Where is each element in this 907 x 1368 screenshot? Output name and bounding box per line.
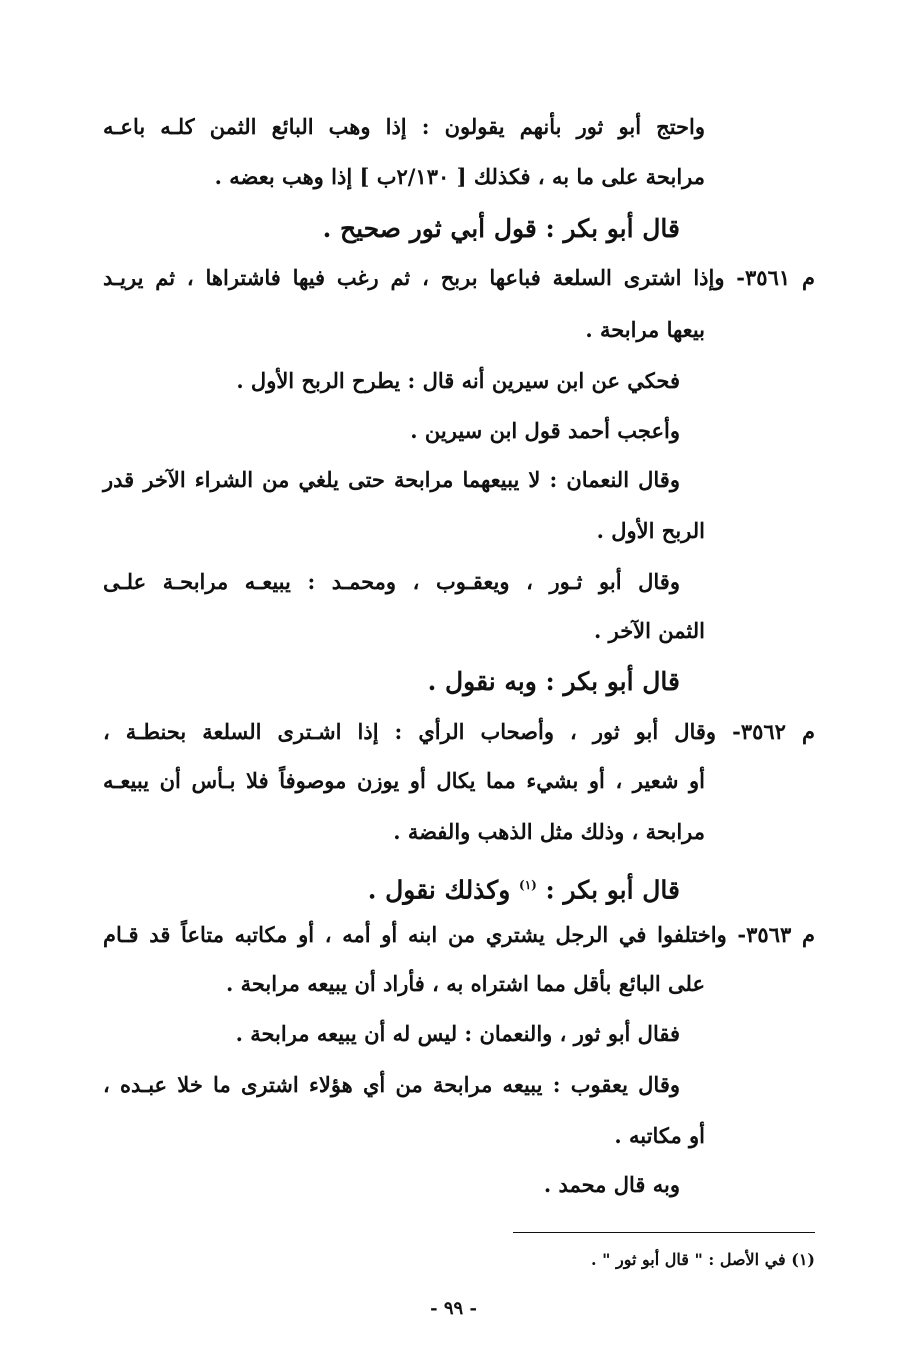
section-heading: قال أبو بكر : قول أبي ثور صحيح . <box>322 214 680 243</box>
text-line: واحتج أبو ثور بأنهم يقولون : إذا وهب البائع الثمن كلـه باعـه <box>103 114 705 139</box>
text-line: على البائع بأقل مما اشتراه به ، فأراد أن يبيعه مرابحة . <box>225 971 705 996</box>
heading-label: قال أبو بكر : <box>545 875 680 905</box>
footnote-ref: (١) <box>519 878 537 892</box>
footnote-separator <box>513 1232 815 1233</box>
text-line: مرابحة ، وذلك مثل الذهب والفضة . <box>393 819 705 844</box>
section-heading <box>368 870 680 905</box>
text-line: وقال النعمان : لا يبيعهما مرابحة حتى يلغي من الشراء الآخر قدر <box>103 467 680 492</box>
text-line: فقال أبو ثور ، والنعمان : ليس له أن يبيعه مرابحة . <box>235 1021 680 1046</box>
footnote: (١) في الأصل : " قال أبو ثور " . <box>590 1250 815 1269</box>
issue-3563-line: م ٣٥٦٣- واختلفوا في الرجل يشتري من ابنه أو أمه ، أو مكاتبه متاعاً قد قـام <box>103 922 815 947</box>
text-line: وقال أبو ثـور ، ويعقـوب ، ومحمـد : يبيعـه مرابحـة علـى <box>103 569 680 594</box>
text-line: مرابحة على ما به ، فكذلك [ ٢/١٣٠ب ] إذا وهب بعضه . <box>214 164 705 189</box>
heading-text: وكذلك نقول . <box>367 875 511 905</box>
text-line: الثمن الآخر . <box>593 618 705 643</box>
text-line: أو شعير ، أو بشيء مما يكال أو يوزن موصوفاً فلا بـأس أن يبيعـه <box>103 768 705 793</box>
text-line: وقال يعقوب : يبيعه مرابحة من أي هؤلاء اشترى ما خلا عبـده ، <box>103 1072 680 1097</box>
issue-3562-line: م ٣٥٦٢- وقال أبو ثور ، وأصحاب الرأي : إذا اشـترى السلعة بحنطـة ، <box>103 719 815 744</box>
text-line: الربح الأول . <box>596 518 705 543</box>
text-line: وأعجب أحمد قول ابن سيرين . <box>410 418 680 443</box>
text-line: فحكي عن ابن سيرين أنه قال : يطرح الربح الأول . <box>236 368 680 393</box>
text-line: وبه قال محمد . <box>543 1172 680 1197</box>
text-line: بيعها مرابحة . <box>585 317 705 342</box>
issue-3561-line: م ٣٥٦١- وإذا اشترى السلعة فباعها بربح ، ثم رغب فيها فاشتراها ، ثم يريـد <box>103 265 815 290</box>
text-line: أو مكاتبه . <box>614 1123 705 1148</box>
page-number: - ٩٩ - <box>430 1298 477 1319</box>
section-heading: قال أبو بكر : وبه نقول . <box>427 667 680 696</box>
